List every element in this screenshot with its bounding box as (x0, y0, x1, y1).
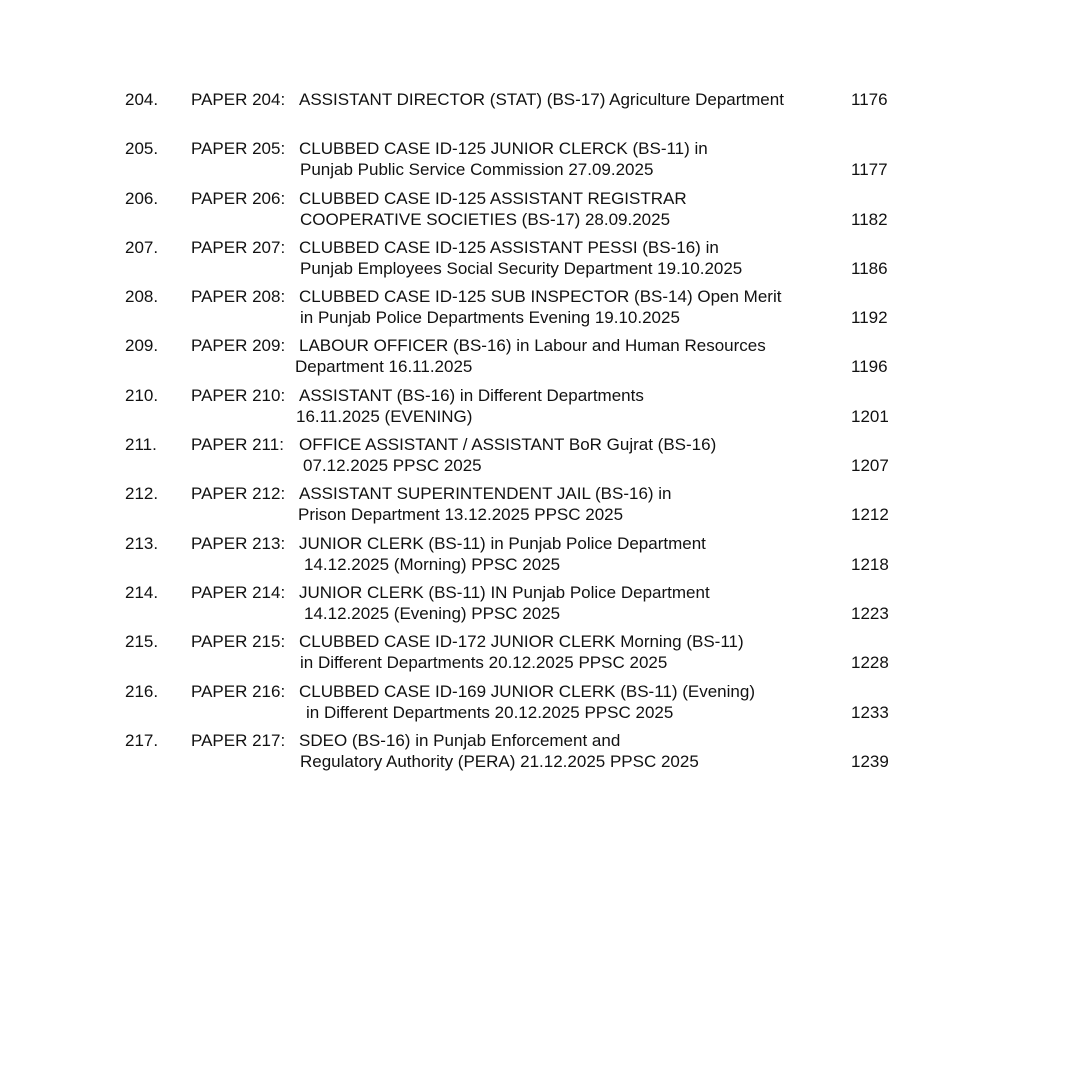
entry-title: ASSISTANT (BS-16) in Different Departments (299, 385, 644, 405)
toc-entry (125, 188, 905, 237)
toc-entry (125, 237, 905, 286)
entry-number: 209. (125, 336, 159, 356)
entry-number: 210. (125, 385, 159, 405)
entry-title-continued: Punjab Public Service Commission 27.09.2025 (300, 160, 654, 180)
toc-entry (125, 385, 905, 434)
entry-paper-label: PAPER 215: (191, 632, 286, 652)
entry-number: 211. (125, 435, 157, 455)
toc-entry (125, 681, 905, 730)
toc-entry (125, 533, 905, 582)
toc-entry (125, 286, 905, 335)
entry-paper-label: PAPER 214: (191, 582, 286, 602)
entry-title: JUNIOR CLERK (BS-11) in Punjab Police Department (299, 533, 706, 553)
entry-title: CLUBBED CASE ID-169 JUNIOR CLERK (BS-11) (Evening) (299, 681, 755, 701)
entry-title: OFFICE ASSISTANT / ASSISTANT BoR Gujrat (BS-16) (299, 435, 717, 455)
entry-title-continued: 14.12.2025 (Morning) PPSC 2025 (304, 554, 561, 574)
entry-page-number: 1212 (851, 505, 889, 525)
toc-entry (125, 434, 905, 483)
entry-paper-label: PAPER 205: (191, 139, 286, 159)
entry-title-continued: in Punjab Police Departments Evening 19.10.2025 (300, 308, 680, 328)
entry-title-continued: COOPERATIVE SOCIETIES (BS-17) 28.09.2025 (300, 209, 671, 229)
entry-paper-label: PAPER 211: (191, 435, 284, 455)
entry-title: ASSISTANT DIRECTOR (STAT) (BS-17) Agriculture Department (299, 90, 784, 109)
entry-title-continued: 14.12.2025 (Evening) PPSC 2025 (304, 603, 561, 623)
entry-number: 215. (125, 632, 159, 652)
entry-page-number: 1192 (851, 308, 888, 328)
entry-number: 206. (125, 188, 159, 208)
entry-title-continued: in Different Departments 20.12.2025 PPSC 2025 (306, 702, 674, 722)
entry-page-number: 1223 (851, 603, 889, 623)
entry-page-number: 1201 (851, 406, 889, 426)
entry-number: 217. (125, 730, 159, 750)
entry-title: JUNIOR CLERK (BS-11) IN Punjab Police Department (299, 582, 710, 602)
entry-paper-label: PAPER 216: (191, 681, 286, 701)
toc-entry (125, 335, 905, 384)
entry-page-number: 1218 (851, 554, 889, 574)
entry-paper-label: PAPER 212: (191, 484, 286, 504)
entry-number: 204. (125, 90, 159, 109)
toc-entry (125, 631, 905, 680)
entry-title-continued: Punjab Employees Social Security Department 19.10.2025 (300, 258, 743, 278)
entry-title: LABOUR OFFICER (BS-16) in Labour and Human Resources (299, 336, 766, 356)
entry-title-continued: Department 16.11.2025 (295, 357, 473, 377)
entry-number: 207. (125, 237, 159, 257)
entry-paper-label: PAPER 204: (191, 90, 286, 109)
entry-number: 205. (125, 139, 159, 159)
toc-entry (125, 138, 905, 187)
entry-number: 208. (125, 287, 159, 307)
entry-title-continued: in Different Departments 20.12.2025 PPSC 2025 (300, 653, 668, 673)
entry-paper-label: PAPER 209: (191, 336, 286, 356)
toc-entry (125, 730, 905, 779)
entry-paper-label: PAPER 208: (191, 287, 286, 307)
entry-title: CLUBBED CASE ID-125 JUNIOR CLERCK (BS-11) in (299, 139, 708, 159)
entry-title: CLUBBED CASE ID-125 ASSISTANT REGISTRAR (299, 188, 687, 208)
entry-page-number: 1207 (851, 456, 889, 476)
entry-page-number: 1186 (851, 258, 888, 278)
table-of-contents (125, 89, 905, 779)
entry-paper-label: PAPER 217: (191, 730, 286, 750)
entry-page-number: 1177 (851, 160, 888, 180)
entry-title-continued: 07.12.2025 PPSC 2025 (303, 456, 482, 476)
entry-number: 216. (125, 681, 159, 701)
entry-title-continued: Prison Department 13.12.2025 PPSC 2025 (298, 505, 624, 525)
entry-paper-label: PAPER 206: (191, 188, 286, 208)
entry-title-continued: 16.11.2025 (EVENING) (296, 406, 473, 426)
toc-entry (125, 89, 905, 138)
entry-number: 214. (125, 582, 159, 602)
toc-entry (125, 483, 905, 532)
entry-paper-label: PAPER 210: (191, 385, 286, 405)
entry-number: 212. (125, 484, 159, 504)
entry-paper-label: PAPER 207: (191, 237, 286, 257)
entry-title: CLUBBED CASE ID-125 ASSISTANT PESSI (BS-16) in (299, 237, 719, 257)
entry-page-number: 1233 (851, 702, 889, 722)
entry-page-number: 1182 (851, 209, 888, 229)
entry-paper-label: PAPER 213: (191, 533, 286, 553)
entry-page-number: 1239 (851, 751, 889, 771)
entry-title: CLUBBED CASE ID-125 SUB INSPECTOR (BS-14) Open Merit (299, 287, 782, 307)
entry-number: 213. (125, 533, 159, 553)
entry-page-number: 1196 (851, 357, 888, 377)
entry-page-number: 1176 (851, 90, 888, 109)
entry-page-number: 1228 (851, 653, 889, 673)
entry-title: CLUBBED CASE ID-172 JUNIOR CLERK Morning (BS-11) (299, 632, 744, 652)
entry-title: SDEO (BS-16) in Punjab Enforcement and (299, 730, 621, 750)
entry-title-continued: Regulatory Authority (PERA) 21.12.2025 PPSC 2025 (300, 751, 699, 771)
entry-title: ASSISTANT SUPERINTENDENT JAIL (BS-16) in (299, 484, 672, 504)
toc-entry (125, 582, 905, 631)
